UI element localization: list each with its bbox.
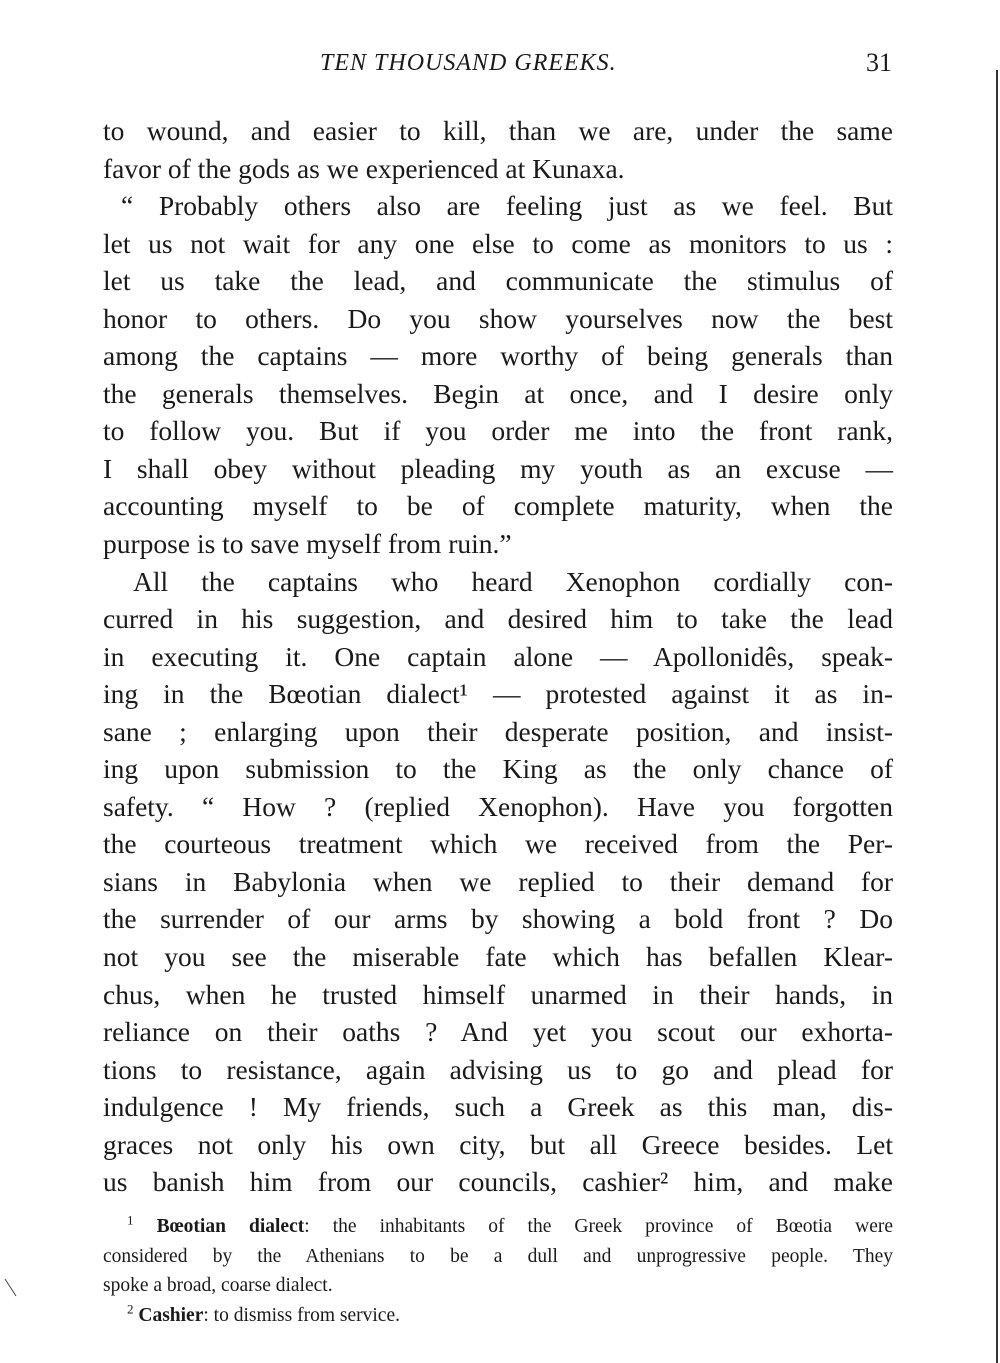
footnote-1 xyxy=(103,1212,893,1242)
text-line: ing in the Bœotian dialect¹ — protested against it as in- xyxy=(103,678,893,710)
running-header: TEN THOUSAND GREEKS. xyxy=(320,50,617,76)
text-line: among the captains — more worthy of being generals than xyxy=(103,340,893,372)
body-text xyxy=(103,112,893,1201)
footnote-2 xyxy=(103,1301,893,1331)
text-line: sians in Babylonia when we replied to their demand for xyxy=(103,865,893,897)
text-line: curred in his suggestion, and desired him to take the lead xyxy=(103,603,893,635)
text-line: not you see the miserable fate which has befallen Klear- xyxy=(103,941,893,973)
text-line: favor of the gods as we experienced at Kunaxa. xyxy=(103,152,625,184)
text-line: to follow you. But if you order me into the front rank, xyxy=(103,415,893,447)
text-line: accounting myself to be of complete maturity, when the xyxy=(103,490,893,522)
page-number: 31 xyxy=(866,48,892,77)
text-line: let us take the lead, and communicate the stimulus of xyxy=(103,265,893,297)
text-line: purpose is to save myself from ruin.” xyxy=(103,528,512,560)
text-line: the courteous treatment which we received from the Per- xyxy=(103,828,893,860)
footnote-term: Cashier xyxy=(138,1304,204,1326)
text-line: let us not wait for any one else to come as monitors to us : xyxy=(103,227,893,259)
text-line: I shall obey without pleading my youth as an excuse — xyxy=(103,452,893,484)
text-line: All the captains who heard Xenophon cordially con- xyxy=(133,565,893,597)
text-line: reliance on their oaths ? And yet you scout our exhorta- xyxy=(103,1016,893,1048)
footnote-term: Bœotian dialect xyxy=(156,1216,305,1237)
footnotes xyxy=(103,1212,893,1330)
text-line: chus, when he trusted himself unarmed in their hands, in xyxy=(103,978,893,1010)
footnote-1-line: spoke a broad, coarse dialect. xyxy=(103,1275,333,1296)
text-line: the surrender of our arms by showing a bold front ? Do xyxy=(103,903,893,935)
text-line: to wound, and easier to kill, than we are, under the same xyxy=(103,115,893,146)
text-line: tions to resistance, again advising us to go and plead for xyxy=(103,1053,893,1085)
text-line: indulgence ! My friends, such a Greek as this man, dis- xyxy=(103,1091,893,1123)
footnote-text: : the inhabitants of the Greek province of Bœotia were xyxy=(304,1216,894,1237)
text-line: ing upon submission to the King as the only chance of xyxy=(103,753,893,785)
scan-mark xyxy=(4,1278,18,1298)
text-line: “ Probably others also are feeling just as we feel. But xyxy=(121,190,893,222)
footnote-text: : to dismiss from service. xyxy=(203,1304,400,1326)
text-line: graces not only his own city, but all Greece besides. Let xyxy=(103,1128,893,1160)
text-line: in executing it. One captain alone — Apollonidês, speak- xyxy=(103,640,893,672)
text-line: honor to others. Do you show yourselves now the best xyxy=(103,302,893,334)
text-line: us banish him from our councils, cashier² him, and make xyxy=(103,1166,893,1198)
footnote-marker: 1 xyxy=(127,1212,134,1228)
page-edge xyxy=(996,70,998,1363)
text-line: the generals themselves. Begin at once, and I desire only xyxy=(103,377,893,409)
text-line: safety. “ How ? (replied Xenophon). Have you forgotten xyxy=(103,790,893,822)
footnote-marker: 2 xyxy=(127,1301,134,1316)
footnote-1-line: considered by the Athenians to be a dull and unprogressive people. They xyxy=(103,1245,893,1267)
text-line: sane ; enlarging upon their desperate position, and insist- xyxy=(103,715,893,747)
